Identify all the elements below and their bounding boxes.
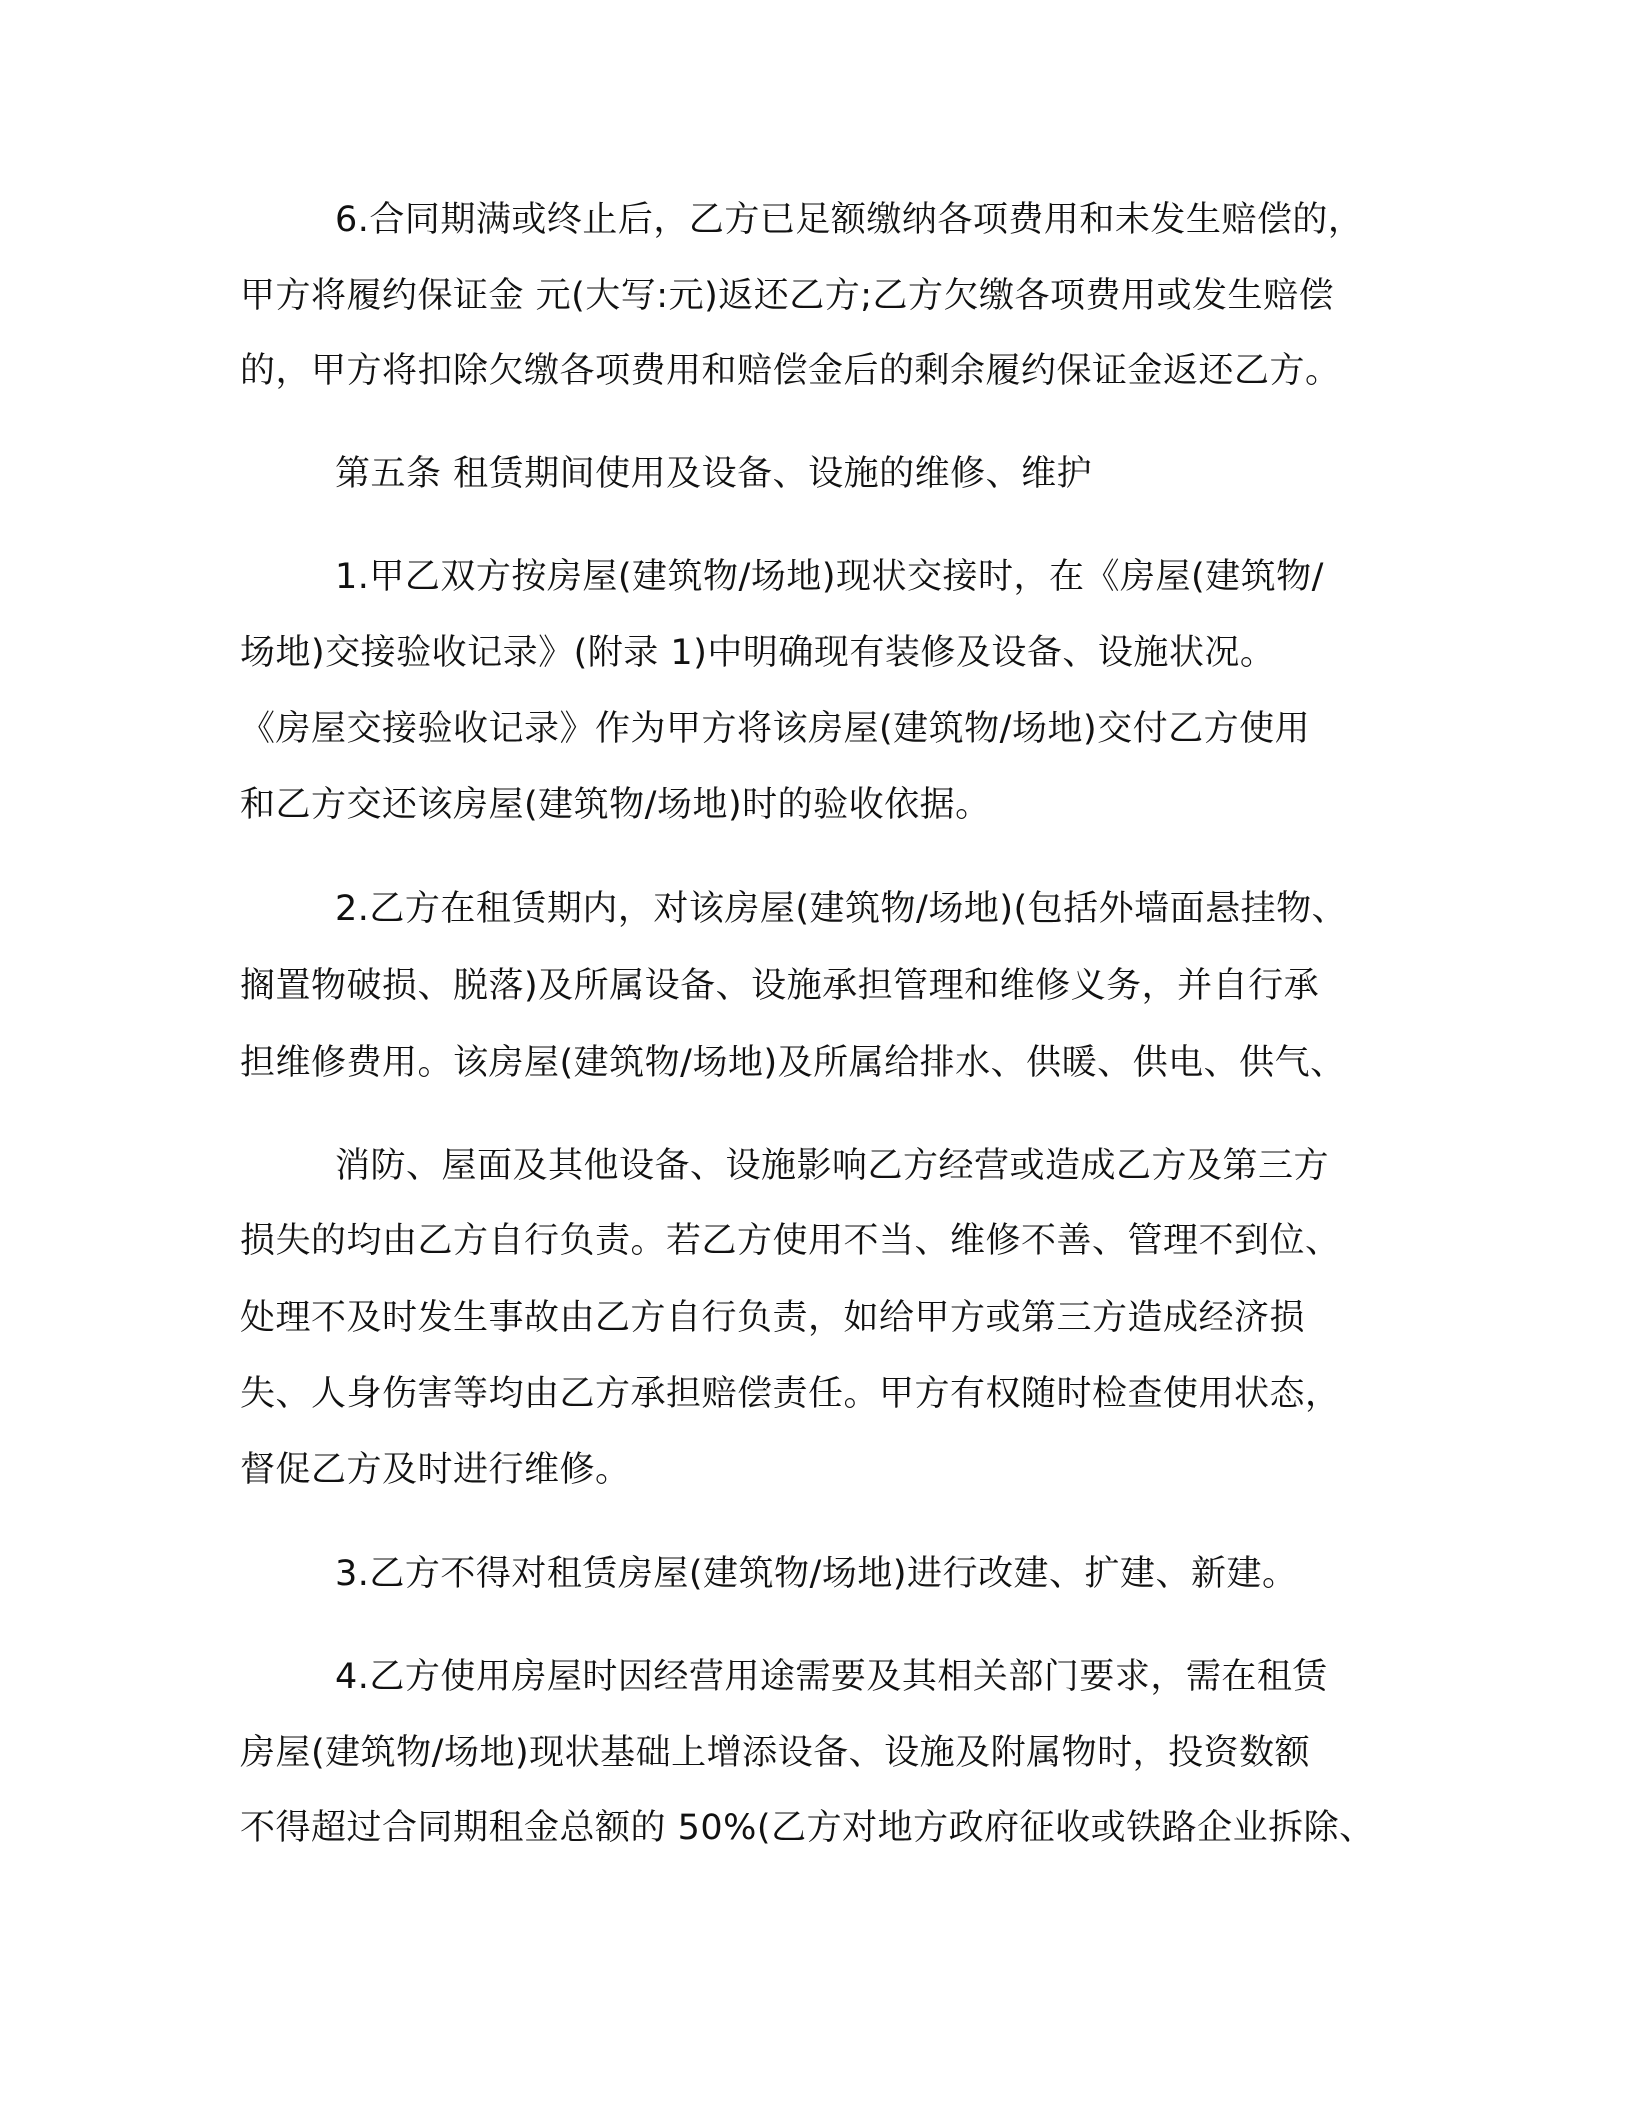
text-line: 的，甲方将扣除欠缴各项费用和赔偿金后的剩余履约保证金返还乙方。: [240, 351, 1341, 391]
text-line: 担维修费用。该房屋(建筑物/场地)及所属给排水、供暖、供电、供气、: [240, 1043, 1346, 1083]
text-line: 搁置物破损、脱落)及所属设备、设施承担管理和维修义务，并自行承: [240, 966, 1320, 1006]
text-line: 处理不及时发生事故由乙方自行负责，如给甲方或第三方造成经济损: [240, 1298, 1306, 1338]
text-line: 房屋(建筑物/场地)现状基础上增添设备、设施及附属物时，投资数额: [240, 1733, 1311, 1773]
text-line: 6.合同期满或终止后，乙方已足额缴纳各项费用和未发生赔偿的，: [335, 200, 1364, 240]
section-heading: 第五条 租赁期间使用及设备、设施的维修、维护: [335, 454, 1093, 494]
text-line: 4.乙方使用房屋时因经营用途需要及其相关部门要求，需在租赁: [335, 1657, 1328, 1697]
text-line: 2.乙方在租赁期内，对该房屋(建筑物/场地)(包括外墙面悬挂物、: [335, 889, 1348, 929]
text-line: 不得超过合同期租金总额的 50%(乙方对地方政府征收或铁路企业拆除、: [240, 1808, 1375, 1848]
text-line: 失、人身伤害等均由乙方承担赔偿责任。甲方有权随时检查使用状态，: [240, 1374, 1341, 1414]
text-line: 《房屋交接验收记录》作为甲方将该房屋(建筑物/场地)交付乙方使用: [240, 709, 1311, 749]
text-line: 损失的均由乙方自行负责。若乙方使用不当、维修不善、管理不到位、: [240, 1221, 1341, 1261]
text-line: 甲方将履约保证金 元(大写:元)返还乙方;乙方欠缴各项费用或发生赔偿: [240, 276, 1335, 316]
text-line: 场地)交接验收记录》(附录 1)中明确现有装修及设备、设施状况。: [240, 633, 1276, 673]
text-line: 消防、屋面及其他设备、设施影响乙方经营或造成乙方及第三方: [335, 1146, 1330, 1186]
text-line: 和乙方交还该房屋(建筑物/场地)时的验收依据。: [240, 785, 991, 825]
text-line: 督促乙方及时进行维修。: [240, 1450, 631, 1490]
text-line: 3.乙方不得对租赁房屋(建筑物/场地)进行改建、扩建、新建。: [335, 1554, 1298, 1594]
text-line: 1.甲乙双方按房屋(建筑物/场地)现状交接时，在《房屋(建筑物/: [335, 557, 1324, 597]
